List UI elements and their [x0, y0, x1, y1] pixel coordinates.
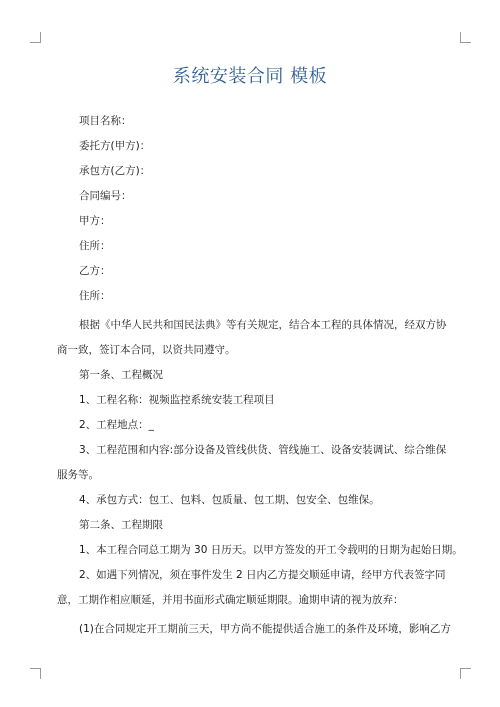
paragraph-line: 2、如遇下列情况，须在事件发生 2 日内乙方提交顺延申请，经甲方代表签字同: [79, 569, 446, 581]
paragraph-line: 1、工程名称：视频监控系统安装工程项目: [79, 394, 275, 406]
crop-mark-top-right: [460, 32, 471, 43]
crop-mark-bottom-right: [460, 668, 471, 679]
field-party-a: 甲方：: [79, 215, 111, 227]
section-heading: 第二条、工程期限: [79, 519, 163, 531]
section-heading: 第一条、工程概况: [79, 369, 163, 381]
field-contractor: 承包方(乙方)：: [79, 165, 151, 177]
field-contract-number: 合同编号：: [79, 190, 132, 202]
paragraph-line: 商一致，签订本合同，以资共同遵守。: [57, 344, 236, 356]
paragraph-line: 根据《中华人民共和国民法典》等有关规定，结合本工程的具体情况，经双方协: [79, 319, 447, 331]
field-project-name: 项目名称：: [79, 115, 132, 127]
paragraph-line: 服务等。: [57, 469, 99, 481]
paragraph-line: 3、工程范围和内容:部分设备及管线供货、管线施工、设备安装调试、综合维保: [79, 444, 447, 456]
paragraph-line: 意，工期作相应顺延，并用书面形式确定顺延期限。逾期申请的视为放弃：: [57, 594, 404, 606]
paragraph-line: 1、本工程合同总工期为 30 日历天。以甲方签发的开工令载明的日期为起始日期。: [79, 544, 463, 556]
field-client: 委托方(甲方)：: [79, 140, 151, 152]
crop-mark-bottom-left: [30, 668, 41, 679]
field-party-a-address: 住所：: [79, 240, 111, 252]
document-title: 系统安装合同 模板: [172, 66, 328, 87]
paragraph-line: 2、工程地点：_: [79, 419, 154, 431]
paragraph-line: 4、承包方式：包工、包料、包质量、包工期、包安全、包维保。: [79, 494, 380, 506]
field-party-b-address: 住所：: [79, 290, 111, 302]
crop-mark-top-left: [30, 32, 41, 43]
paragraph-line: (1)在合同规定开工期前三天，甲方尚不能提供适合施工的条件及环境，影响乙方: [79, 623, 451, 635]
field-party-b: 乙方：: [79, 265, 111, 277]
